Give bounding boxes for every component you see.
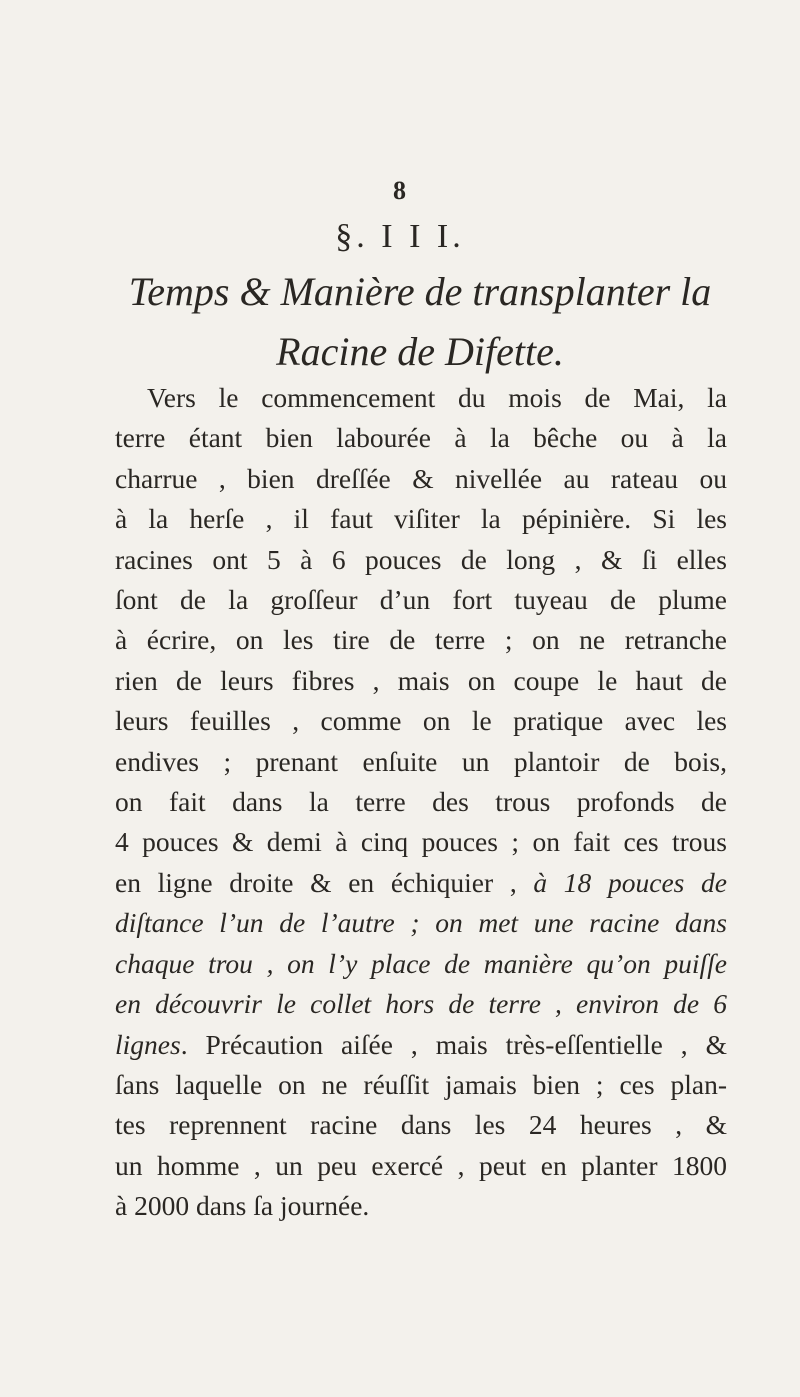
text-line [115, 822, 727, 862]
text-line-roman: tes reprennent racine dans les 24 heures , & [115, 1109, 727, 1141]
text-line [115, 1186, 727, 1226]
title-line-1: Temps & Manière de transplanter la [128, 269, 712, 314]
text-line [115, 701, 727, 741]
page-number: 8 [393, 176, 407, 205]
title-line-2: Racine de Difette. [276, 329, 564, 374]
body-paragraph [115, 378, 727, 1227]
text-line-roman: terre étant bien labourée à la bêche ou à la [115, 422, 727, 454]
text-line-roman: charrue , bien dreſſée & nivellée au rateau ou [115, 462, 727, 494]
text-line [115, 742, 727, 782]
text-line [115, 661, 727, 701]
text-line-roman: 4 pouces & demi à cinq pouces ; on fait ces trous [115, 826, 727, 858]
text-line [115, 620, 727, 660]
text-line-italic: à 18 pouces de [533, 866, 727, 898]
text-line-italic: lignes [115, 1028, 181, 1060]
text-line [115, 1025, 727, 1065]
text-line [115, 580, 727, 620]
text-line [115, 499, 727, 539]
text-line [115, 1146, 727, 1186]
text-line-roman: endives ; prenant enſuite un plantoir de bois, [115, 745, 727, 777]
text-line-italic: en découvrir le collet hors de terre , environ de 6 [115, 988, 727, 1020]
text-line-roman: un homme , un peu exercé , peut en planter 1800 [115, 1149, 727, 1181]
section-marker: §. I I I. [335, 218, 465, 255]
text-line-roman: ſont de la groſſeur d’un fort tuyeau de plume [115, 584, 727, 616]
text-line [115, 459, 727, 499]
text-line [115, 944, 727, 984]
text-line-roman: à 2000 dans ſa journée. [115, 1190, 370, 1222]
text-line [115, 540, 727, 580]
text-line [115, 1065, 727, 1105]
text-line [115, 418, 727, 458]
text-line-roman: . Précaution aiſée , mais très-eſſentielle , & [180, 1028, 727, 1060]
text-line [115, 782, 727, 822]
text-line [115, 984, 727, 1024]
text-line [115, 1105, 727, 1145]
text-line-italic: chaque trou , on l’y place de manière qu’on puiſſe [115, 947, 727, 979]
text-line-roman: ſans laquelle on ne réuſſit jamais bien ; ces plan- [115, 1068, 727, 1100]
text-line-roman: à écrire, on les tire de terre ; on ne retranche [115, 624, 727, 656]
text-line [115, 903, 727, 943]
text-line-italic: diſtance l’un de l’autre ; on met une racine dans [115, 907, 727, 939]
text-line-roman: à la herſe , il faut viſiter la pépinière. Si les [115, 503, 727, 535]
text-line-roman: rien de leurs fibres , mais on coupe le haut de [115, 664, 727, 696]
section-title [110, 262, 730, 382]
text-line-roman: en ligne droite & en échiquier , [115, 866, 534, 898]
text-line-roman: on fait dans la terre des trous profonds de [115, 786, 727, 818]
text-line [115, 863, 727, 903]
text-line-roman: Vers le commencement du mois de Mai, la [147, 382, 727, 413]
text-line [115, 378, 727, 418]
text-line-roman: racines ont 5 à 6 pouces de long , & ſi elles [115, 543, 727, 575]
text-line-roman: leurs feuilles , comme on le pratique avec les [115, 705, 727, 737]
